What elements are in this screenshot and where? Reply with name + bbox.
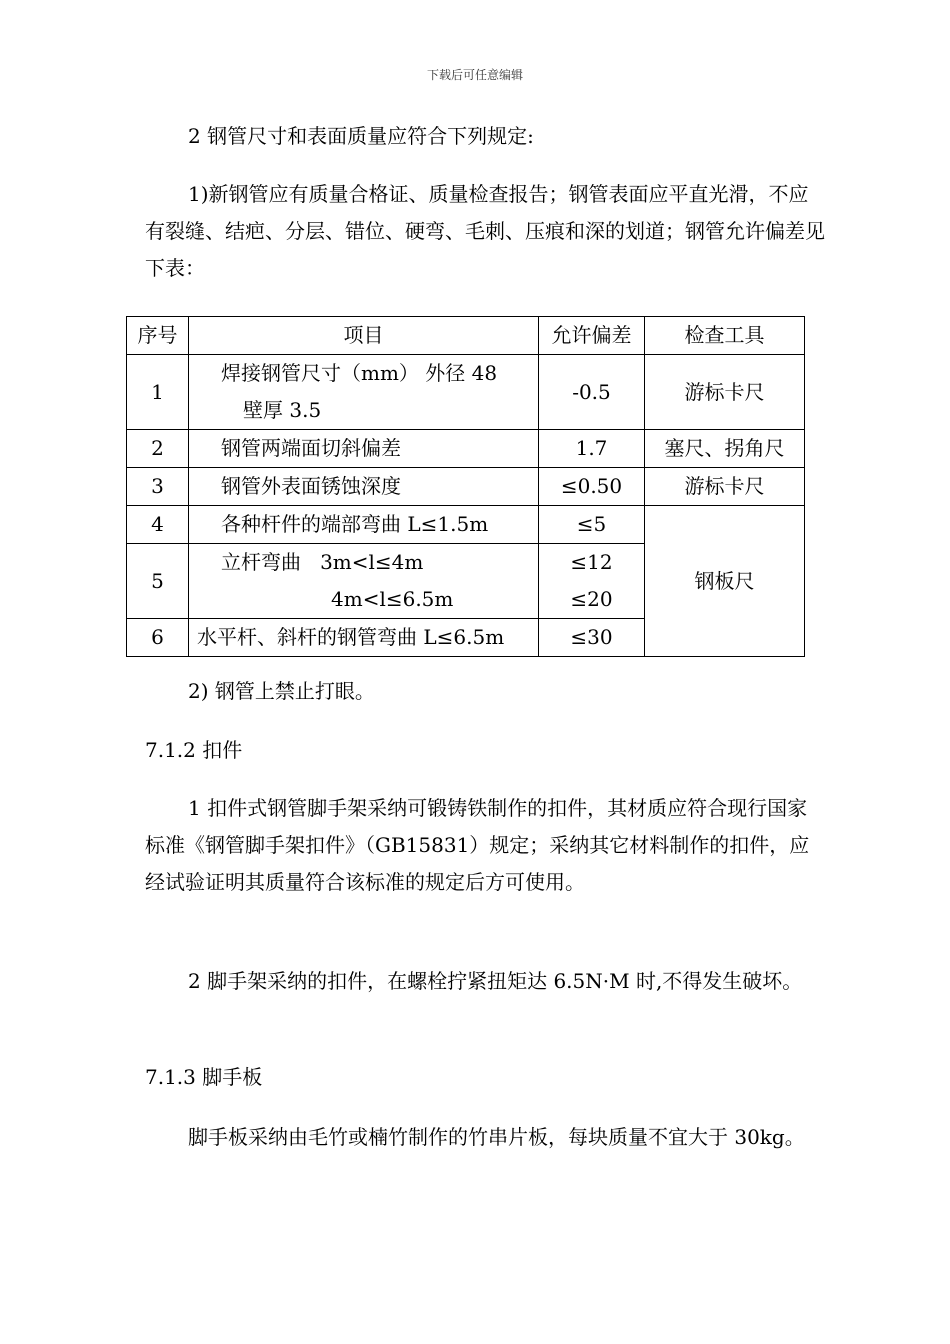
header-cell-tolerance: 允许偏差 bbox=[539, 317, 645, 355]
cell-item: 钢管两端面切斜偏差 bbox=[189, 430, 539, 468]
cell-item-line: 焊接钢管尺寸（mm） 外径 48 bbox=[221, 361, 498, 385]
table-header-row bbox=[127, 317, 805, 355]
cell-tolerance: ≤30 bbox=[539, 619, 645, 657]
cell-tolerance-line: ≤20 bbox=[570, 587, 613, 611]
paragraph-no-drilling: 2) 钢管上禁止打眼。 bbox=[188, 679, 375, 703]
cell-tolerance: ≤5 bbox=[539, 506, 645, 544]
table-row bbox=[127, 468, 805, 506]
cell-no: 2 bbox=[127, 430, 189, 468]
cell-no: 4 bbox=[127, 506, 189, 544]
cell-no: 5 bbox=[127, 544, 189, 619]
header-cell-no: 序号 bbox=[127, 317, 189, 355]
table-row bbox=[127, 506, 805, 544]
cell-tolerance: ≤0.50 bbox=[539, 468, 645, 506]
cell-tool-merged: 钢板尺 bbox=[645, 506, 805, 657]
page-header-note: 下载后可任意编辑 bbox=[426, 68, 523, 82]
cell-no: 3 bbox=[127, 468, 189, 506]
paragraph-new-pipe-requirements: 1)新钢管应有质量合格证、质量检查报告；钢管表面应平直光滑，不应有裂缝、结疤、分层、错位、硬弯、毛刺、压痕和深的划道；钢管允许偏差见下表： bbox=[145, 182, 825, 280]
cell-item-line: 立杆弯曲 3m<l≤4m bbox=[221, 550, 424, 574]
cell-item-line: 壁厚 3.5 bbox=[243, 398, 322, 422]
cell-item: 各种杆件的端部弯曲 L≤1.5m bbox=[189, 506, 539, 544]
cell-item bbox=[189, 544, 539, 619]
cell-no: 1 bbox=[127, 355, 189, 430]
paragraph-fastener-torque: 2 脚手架采纳的扣件，在螺栓拧紧扭矩达 6.5N·M 时,不得发生破坏。 bbox=[188, 969, 803, 993]
tolerance-table bbox=[126, 316, 805, 657]
cell-item bbox=[189, 355, 539, 430]
paragraph-steel-pipe-rules: 2 钢管尺寸和表面质量应符合下列规定: bbox=[188, 124, 534, 148]
header-cell-item: 项目 bbox=[189, 317, 539, 355]
section-heading-scaffold-boards: 7.1.3 脚手板 bbox=[145, 1065, 263, 1089]
cell-item-line: 4m<l≤6.5m bbox=[331, 587, 454, 611]
paragraph-scaffold-board: 脚手板采纳由毛竹或楠竹制作的竹串片板，每块质量不宜大于 30kg。 bbox=[188, 1125, 805, 1149]
cell-tolerance: -0.5 bbox=[539, 355, 645, 430]
table-row bbox=[127, 355, 805, 430]
cell-item: 钢管外表面锈蚀深度 bbox=[189, 468, 539, 506]
cell-tolerance: 1.7 bbox=[539, 430, 645, 468]
paragraph-fastener-material: 1 扣件式钢管脚手架采纳可锻铸铁制作的扣件，其材质应符合现行国家标准《钢管脚手架扣件》（GB15831）规定；采纳其它材料制作的扣件，应经试验证明其质量符合该标准的规定后方可使用。 bbox=[145, 796, 810, 894]
cell-tolerance-line: ≤12 bbox=[570, 550, 613, 574]
cell-tool: 游标卡尺 bbox=[645, 468, 805, 506]
cell-no: 6 bbox=[127, 619, 189, 657]
cell-item: 水平杆、斜杆的钢管弯曲 L≤6.5m bbox=[189, 619, 539, 657]
header-cell-tool: 检查工具 bbox=[645, 317, 805, 355]
cell-tool: 塞尺、拐角尺 bbox=[645, 430, 805, 468]
section-heading-fasteners: 7.1.2 扣件 bbox=[145, 738, 243, 762]
cell-tool: 游标卡尺 bbox=[645, 355, 805, 430]
table-row bbox=[127, 430, 805, 468]
cell-tolerance bbox=[539, 544, 645, 619]
